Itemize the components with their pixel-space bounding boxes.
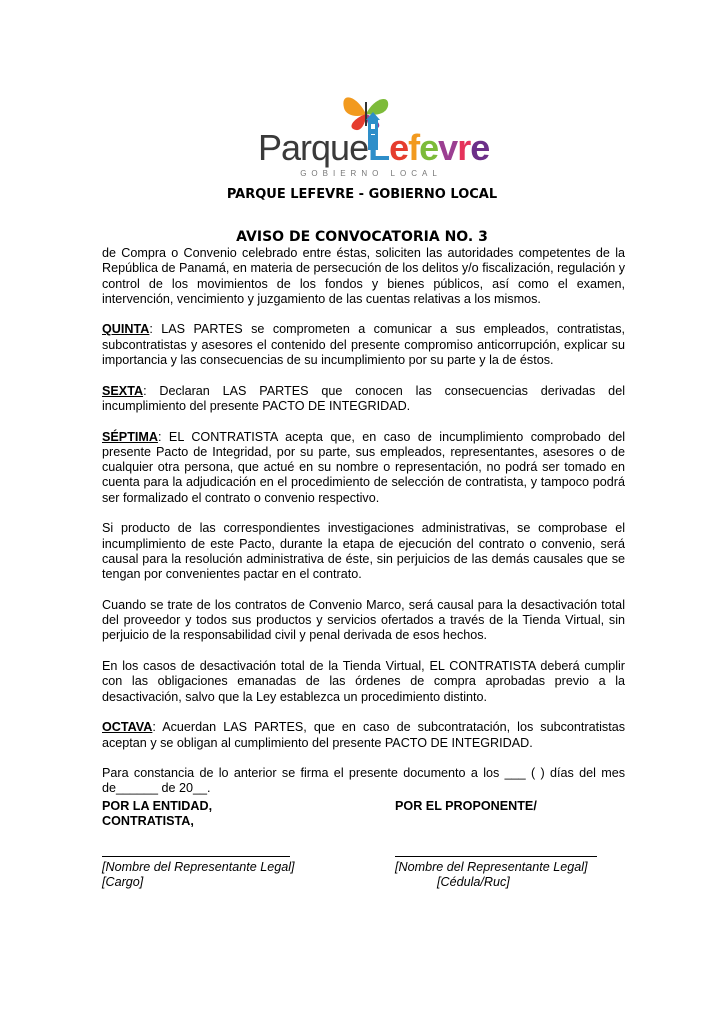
clause-keyword: QUINTA — [102, 322, 150, 337]
document-title: PARQUE LEFEVRE - GOBIERNO LOCAL — [226, 187, 498, 202]
logo-subtitle: GOBIERNO LOCAL — [300, 169, 442, 178]
left-signature-line — [102, 856, 290, 857]
left-representative-name: [Nombre del Representante Legal] — [102, 860, 295, 874]
right-representative-name: [Nombre del Representante Legal] — [395, 860, 588, 874]
clause-text: : EL CONTRATISTA acepta que, en caso de incumplimiento comprobado del presente Pacto de Integridad, por su parte, sus empleados, representantes, asesores o de cualquier otra persona, que actué en su nombre o representación, no podrá ser tomado en cuenta para la adjudicación en el procedimiento de selección de contratista, y tampoco podrá ser formalizado el contrato o convenio respectivo. — [102, 429, 625, 505]
left-heading-line1: POR LA ENTIDAD, — [102, 799, 213, 813]
right-signature-details — [395, 860, 597, 891]
logo-letter: f — [408, 127, 420, 168]
clause-keyword: OCTAVA — [102, 720, 153, 735]
clause-paragraph — [102, 322, 625, 368]
logo-letter: e — [419, 127, 439, 168]
clause-paragraph — [102, 659, 625, 705]
clause-paragraph — [102, 598, 625, 644]
clause-paragraph — [102, 246, 625, 307]
clause-keyword: SÉPTIMA — [102, 429, 158, 444]
left-signature-details — [102, 860, 295, 891]
left-representative-role: [Cargo] — [102, 875, 144, 890]
clause-text: Cuando se trate de los contratos de Convenio Marco, será causal para la desactivación total del proveedor y todos sus productos y servicios ofertados a través de la Tienda Virtual, sin perjuicio de la responsabilidad civil y penal derivada de esos hechos. — [102, 597, 625, 643]
clause-keyword: SEXTA — [102, 383, 144, 398]
right-signature-line — [395, 856, 597, 857]
clause-paragraph — [102, 430, 625, 506]
logo-word-parque: Parque — [258, 127, 369, 168]
notice-title: AVISO DE CONVOCATORIA NO. 3 — [236, 229, 488, 245]
logo-letter: L — [368, 127, 390, 168]
clause-text: Para constancia de lo anterior se firma el presente documento a los ___ ( ) días del mes de______ de 20__. — [102, 766, 625, 796]
logo-letter: e — [389, 127, 409, 168]
clause-text: : Acuerdan LAS PARTES, que en caso de subcontratación, los subcontratistas aceptan y se obligan al cumplimiento del presente PACTO DE INTEGRIDAD. — [102, 720, 625, 750]
right-signature-heading: POR EL PROPONENTE/ — [395, 799, 537, 813]
clause-paragraph — [102, 384, 625, 415]
clause-text: Si producto de las correspondientes investigaciones administrativas, se comprobase el incumplimiento de este Pacto, durante la etapa de ejecución del contrato o convenio, será causal para la resolución administrativa de éste, sin perjuicios de las demás causales que se tengan por convenientes pactar en el contrato. — [102, 521, 625, 582]
clause-paragraph — [102, 720, 625, 751]
clause-text: : LAS PARTES se comprometen a comunicar a sus empleados, contratistas, subcontratistas y asesores el contenido del presente compromiso anticorrupción, explicar su importancia y las consecuencias de su incumplimiento por su parte y la de éstos. — [102, 322, 625, 368]
logo-letter: r — [457, 127, 471, 168]
clause-text: de Compra o Convenio celebrado entre éstas, soliciten las autoridades competentes de la República de Panamá, en materia de persecución de los delitos y/o fiscalización, regulación y control de los movimientos de los fondos y bienes públicos, así como el examen, intervención, vencimiento y juzgamiento de las cuentas relativas a los mismos. — [102, 246, 625, 306]
clause-text: : Declaran LAS PARTES que conocen las consecuencias derivadas del incumplimiento del presente PACTO DE INTEGRIDAD. — [102, 383, 625, 413]
logo-word-lefevre — [368, 127, 489, 168]
clause-paragraph — [102, 521, 625, 582]
right-representative-id: [Cédula/Ruc] — [437, 875, 510, 890]
document-body — [102, 246, 625, 812]
parque-lefevre-logo — [258, 92, 490, 184]
logo-wordmark — [258, 127, 490, 168]
clause-paragraph — [102, 766, 625, 797]
clause-text: En los casos de desactivación total de la Tienda Virtual, EL CONTRATISTA deberá cumplir con las obligaciones emanadas de las órdenes de compra aprobadas previo a la desactivación, salvo que la Ley establezca un procedimiento distinto. — [102, 659, 625, 704]
logo-letter: e — [470, 127, 490, 168]
left-signature-heading — [102, 799, 212, 830]
left-heading-line2: CONTRATISTA, — [102, 814, 194, 829]
logo-letter: v — [438, 127, 458, 168]
